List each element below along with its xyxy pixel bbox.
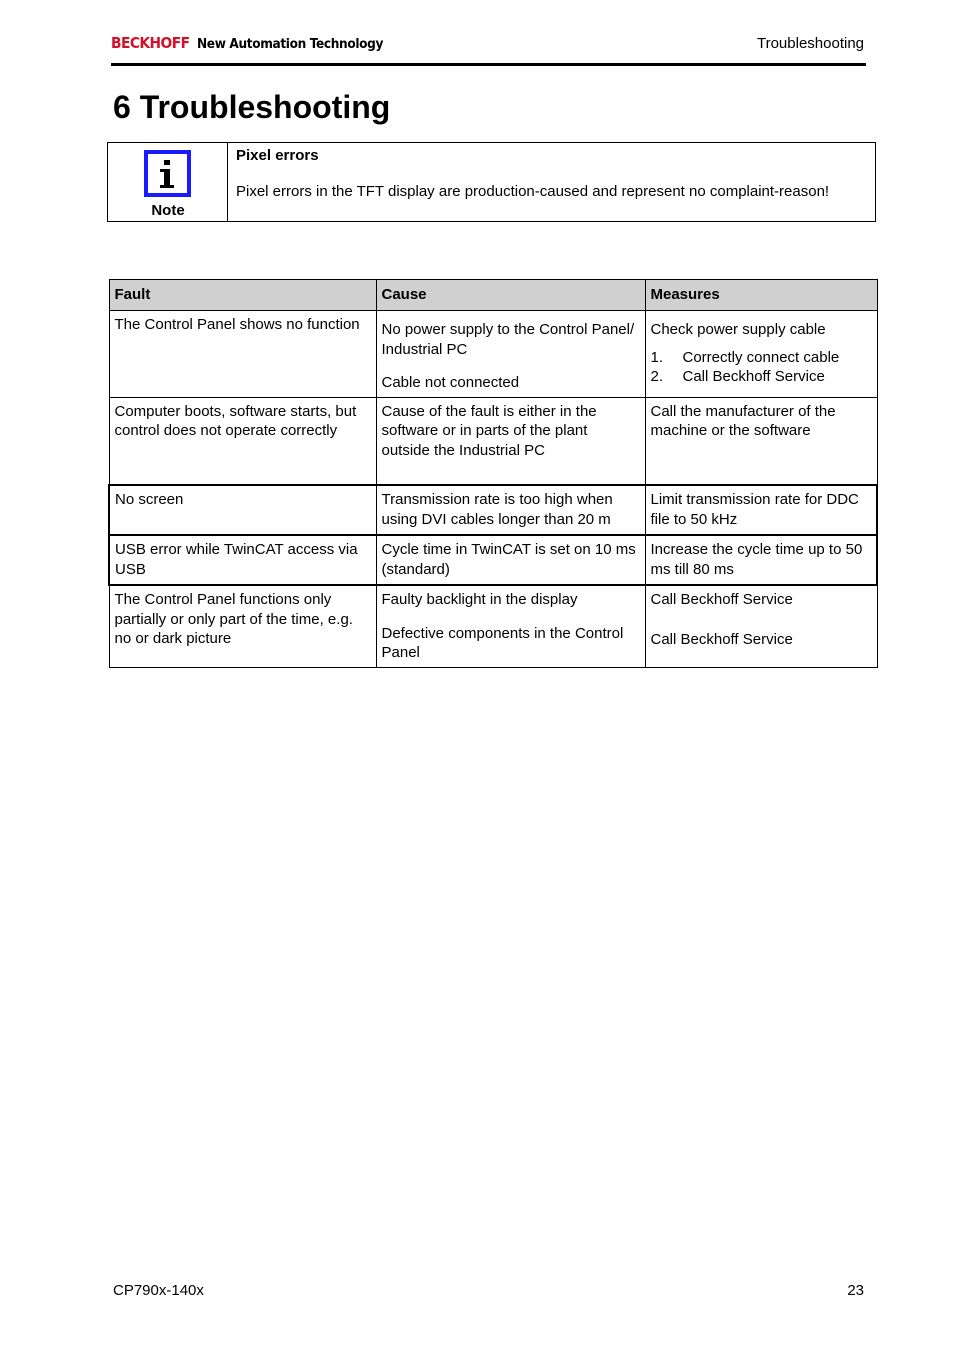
column-header-measures: Measures — [645, 280, 877, 311]
cause-text: Cable not connected — [381, 374, 520, 391]
note-icon-cell — [108, 143, 228, 221]
list-number: 1. — [650, 348, 664, 366]
measures-cell: Call the manufacturer of the machine or the software — [645, 397, 877, 485]
cause-text: No power supply to the Control Panel/ Industrial PC — [381, 321, 635, 358]
beckhoff-logo — [111, 34, 403, 53]
page-header — [111, 32, 866, 66]
table-row — [109, 311, 877, 398]
note-label: Note — [151, 202, 185, 219]
header-section-title: Troubleshooting — [756, 35, 864, 52]
cause-cell: Cause of the fault is either in the software or in parts of the plant outside the Industrial PC — [376, 397, 645, 485]
troubleshooting-table — [108, 279, 878, 668]
fault-cell: USB error while TwinCAT access via USB — [109, 535, 376, 585]
column-header-cause: Cause — [376, 280, 645, 311]
cause-cell — [376, 311, 645, 398]
note-box — [107, 142, 876, 222]
measures-text: Call Beckhoff Service — [650, 630, 793, 648]
measures-cell — [645, 585, 877, 667]
table-row — [109, 397, 877, 485]
column-header-fault: Fault — [109, 280, 376, 311]
table-row — [109, 485, 877, 535]
measures-cell: Increase the cycle time up to 50 ms till 80 ms — [645, 535, 877, 585]
cause-cell: Cycle time in TwinCAT is set on 10 ms (standard) — [376, 535, 645, 585]
fault-cell: The Control Panel functions only partially or only part of the time, e.g. no or dark picture — [109, 585, 376, 667]
footer-page-number: 23 — [847, 1282, 864, 1299]
chapter-title: 6 Troubleshooting — [113, 89, 391, 125]
measures-text: Check power supply cable — [650, 321, 826, 338]
logo-brand: BECKHOFF — [111, 34, 190, 52]
table-row — [109, 585, 877, 667]
list-text: Correctly connect cable — [682, 348, 840, 366]
note-text: Pixel errors in the TFT display are production-caused and represent no complaint-reason! — [236, 183, 830, 200]
list-number: 2. — [650, 368, 664, 385]
measures-text: Call Beckhoff Service — [650, 591, 793, 608]
fault-cell: No screen — [109, 485, 376, 535]
list-item — [651, 367, 872, 387]
note-title: Pixel errors — [236, 147, 319, 164]
footer-product: CP790x-140x — [113, 1282, 204, 1299]
cause-text: Faulty backlight in the display — [381, 591, 578, 608]
list-item — [651, 348, 872, 368]
cause-cell: Transmission rate is too high when using DVI cables longer than 20 m — [376, 485, 645, 535]
fault-cell: Computer boots, software starts, but control does not operate correctly — [109, 397, 376, 485]
fault-cell: The Control Panel shows no function — [109, 311, 376, 398]
measures-list — [651, 348, 872, 387]
list-text: Call Beckhoff Service — [682, 368, 825, 385]
logo-tagline: New Automation Technology — [196, 36, 383, 52]
table-header-row — [109, 280, 877, 311]
measures-cell — [645, 311, 877, 398]
cause-cell — [376, 585, 645, 667]
info-icon — [144, 150, 191, 197]
table-row — [109, 535, 877, 585]
cause-text: Defective components in the Control Panel — [381, 624, 624, 661]
measures-cell: Limit transmission rate for DDC file to 50 kHz — [645, 485, 877, 535]
